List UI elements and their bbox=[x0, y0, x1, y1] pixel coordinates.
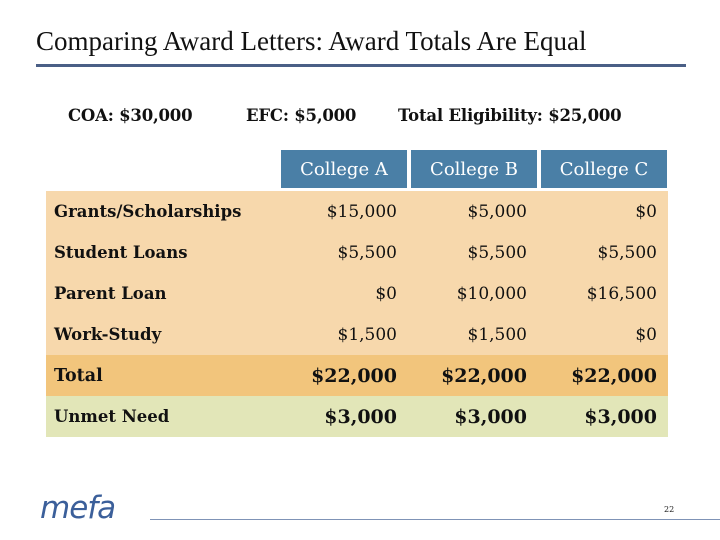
eligibility-summary: Total Eligibility: $25,000 bbox=[398, 106, 622, 125]
table-row-grants bbox=[46, 191, 668, 232]
row-label: Work-Study bbox=[54, 325, 162, 344]
cell-college-b: $5,000 bbox=[467, 201, 527, 222]
cell-college-b: $1,500 bbox=[467, 324, 527, 345]
column-header-college-a: College A bbox=[281, 150, 407, 188]
cell-college-b: $3,000 bbox=[454, 405, 527, 428]
table-row-parent-loan bbox=[46, 273, 668, 314]
cell-college-c: $3,000 bbox=[584, 405, 657, 428]
cell-college-c: $0 bbox=[635, 324, 657, 345]
table-row-unmet-need bbox=[46, 396, 668, 437]
row-label: Grants/Scholarships bbox=[54, 202, 242, 221]
row-label: Unmet Need bbox=[54, 407, 170, 426]
cell-college-c: $16,500 bbox=[586, 283, 657, 304]
page-title: Comparing Award Letters: Award Totals Are Equal bbox=[36, 26, 587, 56]
column-header-college-b: College B bbox=[411, 150, 537, 188]
mefa-logo: mefa bbox=[40, 490, 116, 526]
cell-college-b: $22,000 bbox=[441, 364, 527, 387]
cell-college-a: $0 bbox=[375, 283, 397, 304]
column-header-college-c: College C bbox=[541, 150, 667, 188]
page-number: 22 bbox=[664, 505, 675, 514]
title-divider bbox=[36, 64, 686, 67]
cell-college-a: $15,000 bbox=[326, 201, 397, 222]
cell-college-b: $5,500 bbox=[467, 242, 527, 263]
row-label: Total bbox=[54, 365, 103, 386]
footer-divider bbox=[150, 519, 720, 520]
row-label: Parent Loan bbox=[54, 284, 167, 303]
cell-college-c: $22,000 bbox=[571, 364, 657, 387]
cell-college-a: $1,500 bbox=[337, 324, 397, 345]
cell-college-c: $5,500 bbox=[597, 242, 657, 263]
table-row-total bbox=[46, 355, 668, 396]
table-row-work-study bbox=[46, 314, 668, 355]
cell-college-a: $22,000 bbox=[311, 364, 397, 387]
cell-college-a: $3,000 bbox=[324, 405, 397, 428]
efc-summary: EFC: $5,000 bbox=[246, 106, 357, 125]
table-row-student-loans bbox=[46, 232, 668, 273]
cell-college-c: $0 bbox=[635, 201, 657, 222]
row-label: Student Loans bbox=[54, 243, 188, 262]
cell-college-b: $10,000 bbox=[456, 283, 527, 304]
cell-college-a: $5,500 bbox=[337, 242, 397, 263]
coa-summary: COA: $30,000 bbox=[68, 106, 193, 125]
